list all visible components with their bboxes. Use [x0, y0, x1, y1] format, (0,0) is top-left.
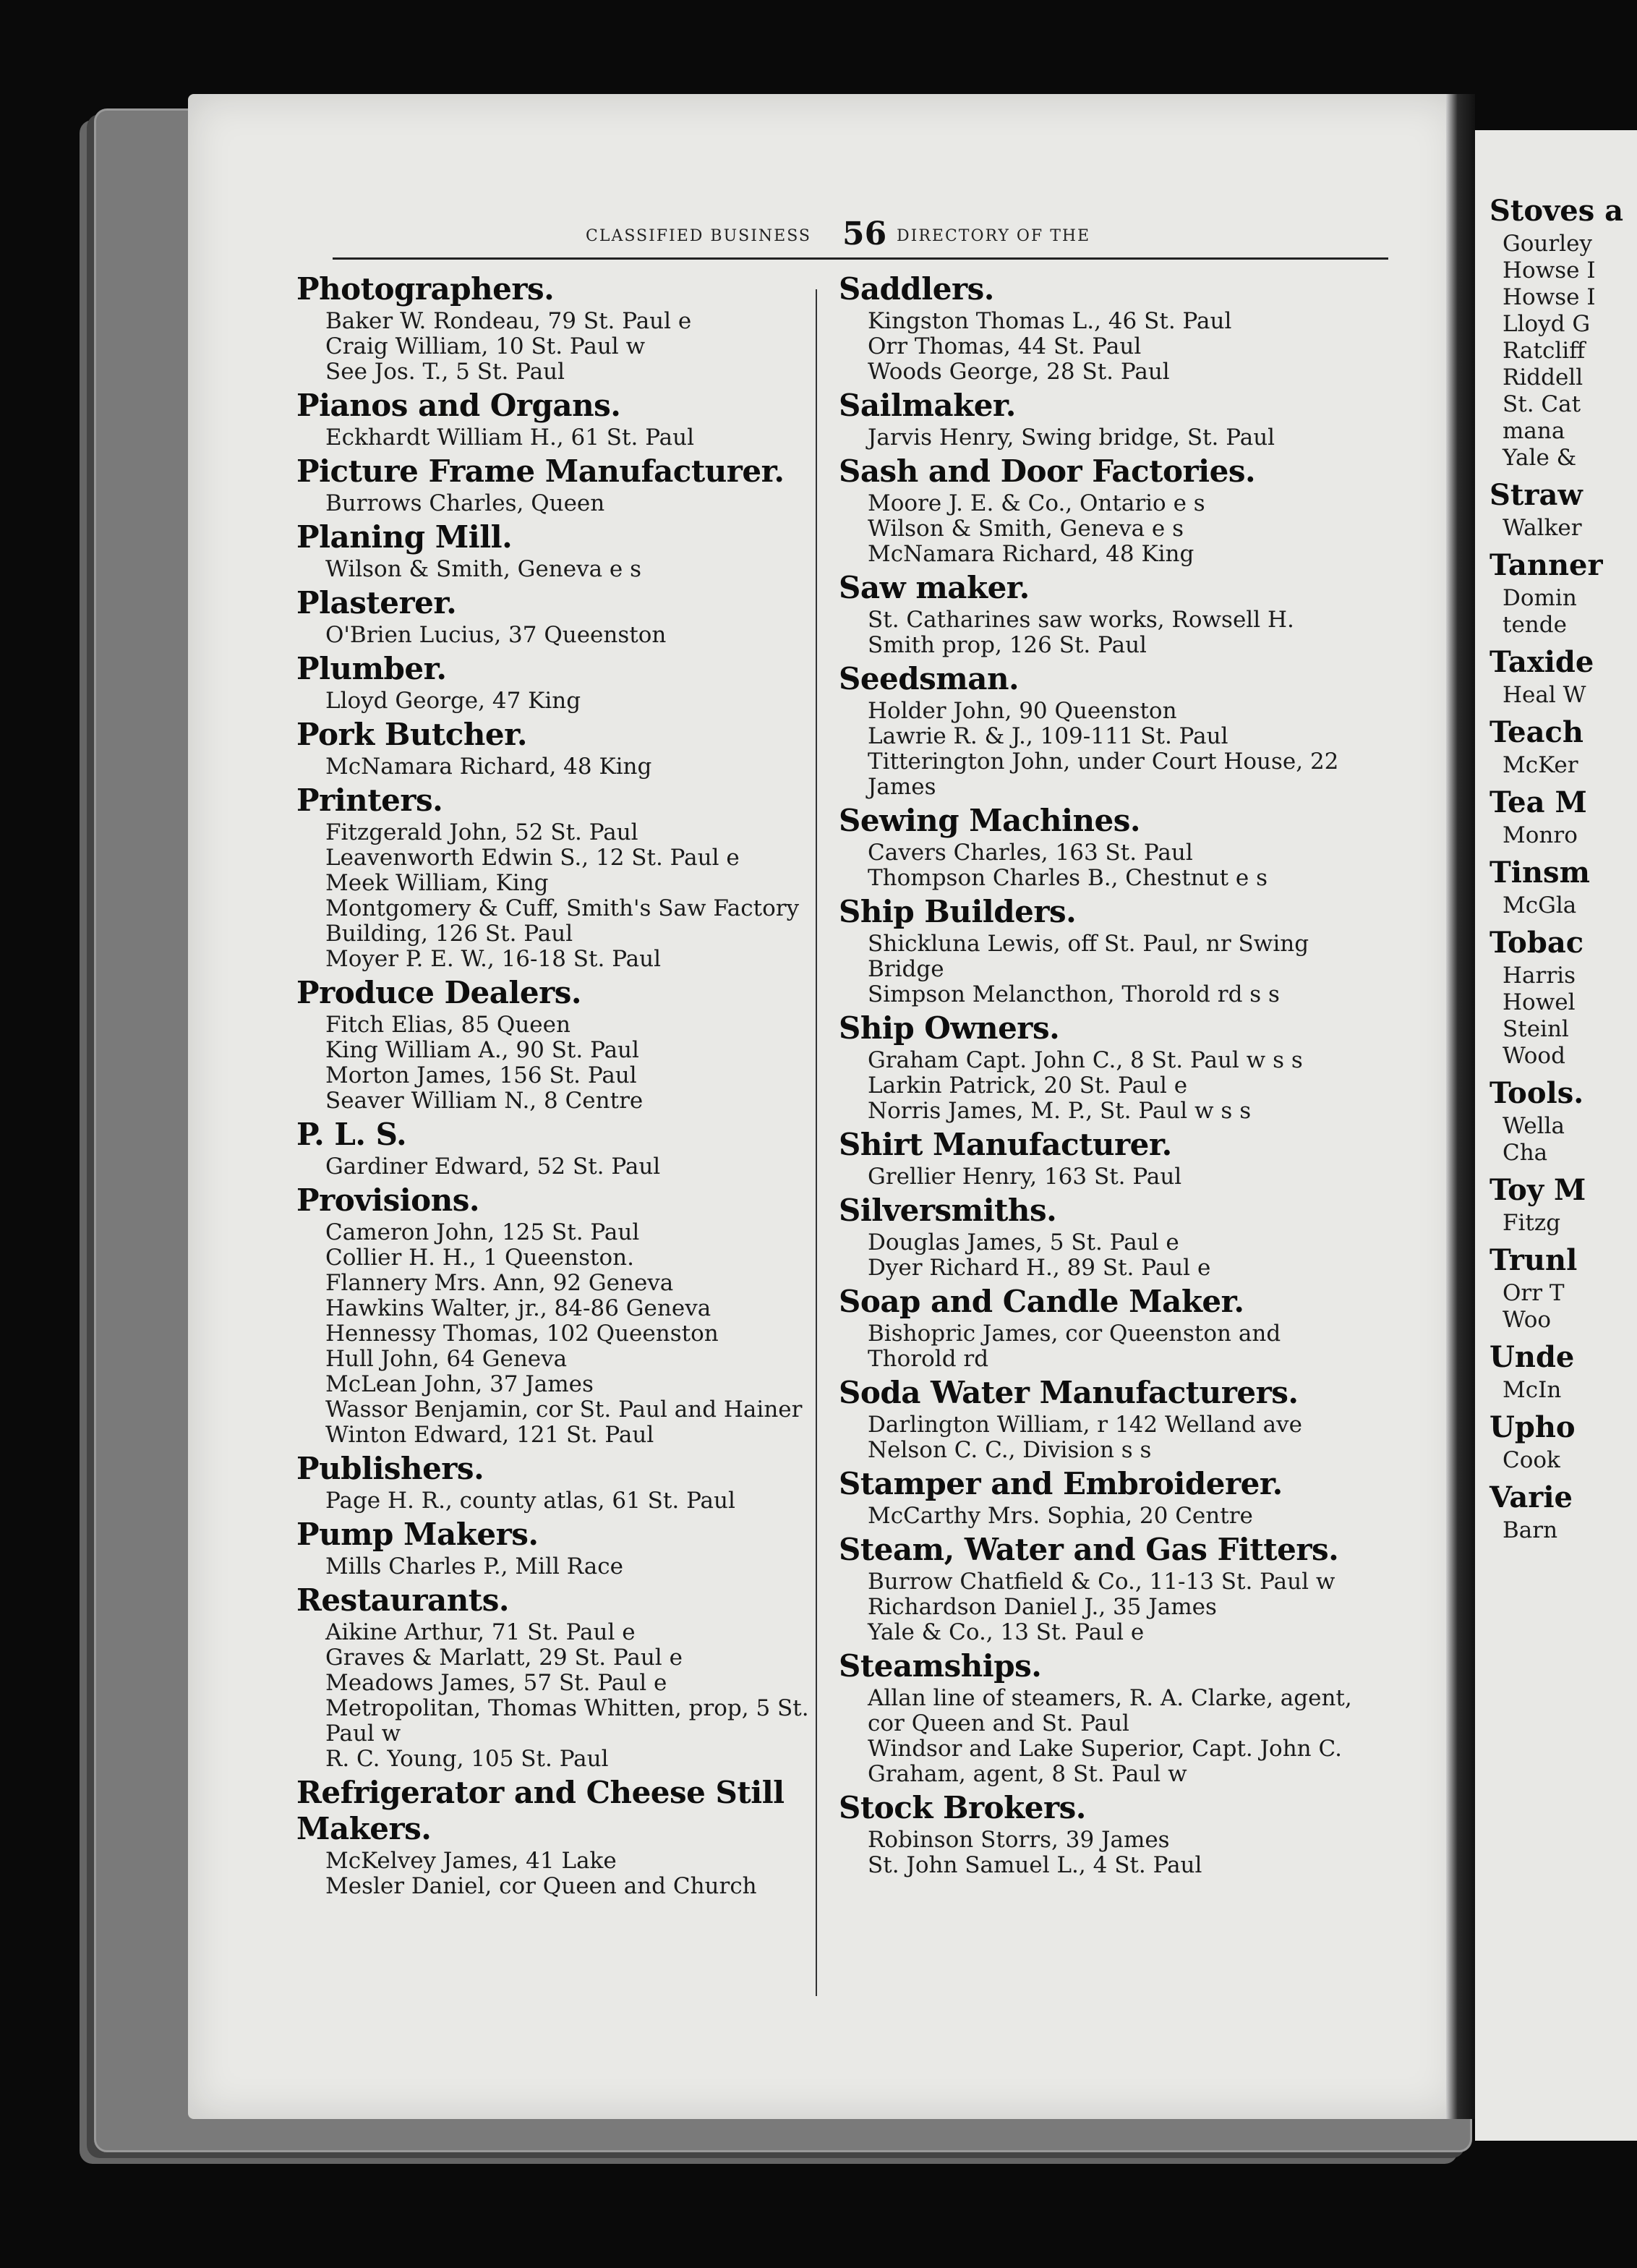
section-restaurants — [296, 1582, 817, 1772]
fragment-entry: Monro — [1503, 822, 1578, 848]
directory-entry: Robinson Storrs, 39 James — [868, 1827, 1170, 1853]
fragment-heading: Unde — [1489, 1340, 1575, 1374]
fragment-heading: Taxide — [1489, 645, 1594, 679]
section-heading: Picture Frame Manufacturer. — [296, 453, 785, 489]
directory-entry: Morton James, 156 St. Paul — [325, 1062, 637, 1088]
directory-entry: Windsor and Lake Superior, Capt. John C. Graham, agent, 8 St. Paul w — [868, 1736, 1349, 1787]
directory-entry: Seaver William N., 8 Centre — [325, 1088, 644, 1114]
directory-entry: Flannery Mrs. Ann, 92 Geneva — [325, 1270, 674, 1296]
directory-entry: Orr Thomas, 44 St. Paul — [868, 333, 1142, 359]
section-heading: Plumber. — [296, 651, 447, 686]
directory-entry: Hull John, 64 Geneva — [325, 1346, 568, 1372]
directory-entry: Baker W. Rondeau, 79 St. Paul e — [325, 308, 692, 334]
directory-entry: Graham Capt. John C., 8 St. Paul w s s — [868, 1047, 1303, 1073]
section-heading: Shirt Manufacturer. — [839, 1127, 1172, 1162]
section-heading: Saw maker. — [839, 570, 1030, 605]
section-heading: Printers. — [296, 783, 443, 818]
fragment-entry: Woo — [1503, 1307, 1552, 1333]
fragment-entry: Orr T — [1503, 1280, 1565, 1306]
section-produce-dealers — [296, 975, 817, 1114]
section-provisions — [296, 1182, 817, 1448]
directory-entry: St. Catharines saw works, Rowsell H. Smith prop, 126 St. Paul — [868, 607, 1302, 658]
fragment-heading: Upho — [1489, 1410, 1576, 1444]
directory-entry: Thompson Charles B., Chestnut e s — [868, 865, 1268, 891]
fragment-entry: Howse I — [1503, 257, 1596, 284]
directory-entry: O'Brien Lucius, 37 Queenston — [325, 622, 667, 648]
directory-entry: Allan line of steamers, R. A. Clarke, agent, cor Queen and St. Paul — [868, 1685, 1359, 1736]
section-heading: Soda Water Manufacturers. — [839, 1375, 1299, 1410]
section-heading: Sewing Machines. — [839, 803, 1140, 838]
directory-entry: Hawkins Walter, jr., 84-86 Geneva — [325, 1295, 711, 1321]
section-plasterer — [296, 585, 817, 648]
section-plumber — [296, 651, 817, 714]
directory-entry: Burrow Chatfield & Co., 11-13 St. Paul w — [868, 1569, 1335, 1595]
adjacent-page-fragment — [1475, 130, 1637, 2141]
left-column — [296, 271, 817, 1902]
section-seedsman — [839, 661, 1359, 800]
fragment-heading: Varie — [1489, 1480, 1573, 1514]
book-gutter — [1446, 94, 1475, 2119]
section-sewing-machines — [839, 803, 1359, 891]
directory-entry: Mills Charles P., Mill Race — [325, 1553, 623, 1580]
fragment-heading: Tea M — [1489, 785, 1587, 819]
section-heading: Seedsman. — [839, 661, 1020, 696]
section-heading: Soap and Candle Maker. — [839, 1284, 1244, 1319]
fragment-entry: Wella — [1503, 1113, 1565, 1139]
directory-entry: Craig William, 10 St. Paul w — [325, 333, 646, 359]
section-saddlers — [839, 271, 1359, 385]
section-silversmiths — [839, 1193, 1359, 1281]
directory-entry: Larkin Patrick, 20 St. Paul e — [868, 1073, 1188, 1099]
directory-entry: Metropolitan, Thomas Whitten, prop, 5 St. Paul w — [325, 1695, 816, 1747]
directory-entry: Burrows Charles, Queen — [325, 490, 605, 516]
section-heading: Steam, Water and Gas Fitters. — [839, 1532, 1339, 1567]
section-publishers — [296, 1451, 817, 1514]
directory-entry: Simpson Melancthon, Thorold rd s s — [868, 981, 1280, 1007]
fragment-heading: Tobac — [1489, 926, 1584, 960]
section-saw-maker — [839, 570, 1359, 658]
section-heading: Planing Mill. — [296, 519, 513, 555]
fragment-entry: Steinl — [1503, 1016, 1569, 1042]
section-ship-owners — [839, 1010, 1359, 1124]
fragment-entry: Heal W — [1503, 682, 1586, 708]
directory-entry: Meadows James, 57 St. Paul e — [325, 1670, 667, 1696]
section-heading: Publishers. — [296, 1451, 484, 1486]
directory-entry: Mesler Daniel, cor Queen and Church — [325, 1873, 757, 1899]
directory-entry: Leavenworth Edwin S., 12 St. Paul e — [325, 845, 740, 871]
directory-entry: Lawrie R. & J., 109-111 St. Paul — [868, 723, 1228, 749]
fragment-heading: Toy M — [1489, 1173, 1586, 1207]
fragment-entry: Wood — [1503, 1043, 1565, 1069]
section-heading: P. L. S. — [296, 1117, 407, 1152]
directory-entry: King William A., 90 St. Paul — [325, 1037, 639, 1063]
section-heading: Refrigerator and Cheese Still Makers. — [296, 1775, 785, 1846]
fragment-entry: Cook — [1503, 1447, 1560, 1473]
section-soda-water-manufacturers — [839, 1375, 1359, 1463]
header-left-text: CLASSIFIED BUSINESS — [586, 227, 811, 245]
section-steam-water-and-gas-fitters — [839, 1532, 1359, 1645]
section-heading: Provisions. — [296, 1182, 480, 1218]
section-heading: Pianos and Organs. — [296, 388, 621, 423]
directory-entry: McKelvey James, 41 Lake — [325, 1848, 617, 1874]
section-heading: Sailmaker. — [839, 388, 1016, 423]
directory-entry: Hennessy Thomas, 102 Queenston — [325, 1321, 719, 1347]
fragment-entry: Barn — [1503, 1517, 1558, 1543]
section-printers — [296, 783, 817, 972]
fragment-entry: tende — [1503, 612, 1567, 638]
fragment-entry: McKer — [1503, 752, 1578, 778]
fragment-entry: mana — [1503, 418, 1565, 444]
section-ship-builders — [839, 894, 1359, 1007]
directory-entry: Nelson C. C., Division s s — [868, 1437, 1152, 1463]
directory-entry: St. John Samuel L., 4 St. Paul — [868, 1852, 1202, 1878]
directory-entry: Bishopric James, cor Queenston and Thorold rd — [868, 1321, 1288, 1372]
fragment-entry: Yale & — [1503, 445, 1577, 471]
fragment-heading: Tools. — [1489, 1076, 1584, 1110]
directory-entry: Norris James, M. P., St. Paul w s s — [868, 1098, 1252, 1124]
page-header — [333, 214, 1388, 260]
section-photographers — [296, 271, 817, 385]
directory-entry: Richardson Daniel J., 35 James — [868, 1594, 1217, 1620]
directory-entry: Jarvis Henry, Swing bridge, St. Paul — [868, 425, 1275, 451]
directory-entry: Lloyd George, 47 King — [325, 688, 581, 714]
section-heading: Photographers. — [296, 271, 555, 307]
fragment-heading: Tinsm — [1489, 856, 1590, 890]
section-shirt-manufacturer — [839, 1127, 1359, 1190]
section-heading: Stock Brokers. — [839, 1790, 1086, 1825]
directory-entry: Grellier Henry, 163 St. Paul — [868, 1164, 1182, 1190]
directory-entry: Cavers Charles, 163 St. Paul — [868, 840, 1193, 866]
section-heading: Produce Dealers. — [296, 975, 581, 1010]
directory-entry: Cameron John, 125 St. Paul — [325, 1219, 640, 1245]
fragment-entry: Howel — [1503, 989, 1576, 1015]
section-heading: Silversmiths. — [839, 1193, 1057, 1228]
fragment-heading: Straw — [1489, 478, 1583, 512]
directory-entry: Aikine Arthur, 71 St. Paul e — [325, 1619, 636, 1645]
directory-entry: Meek William, King — [325, 870, 549, 896]
directory-entry: Darlington William, r 142 Welland ave — [868, 1412, 1302, 1438]
fragment-entry: Ratcliff — [1503, 338, 1586, 364]
section-refrigerator-and-cheese-still-makers — [296, 1775, 817, 1899]
directory-entry: McLean John, 37 James — [325, 1371, 594, 1397]
fragment-entry: McGla — [1503, 892, 1577, 918]
page-number: 56 — [842, 216, 887, 252]
directory-entry: McNamara Richard, 48 King — [325, 754, 652, 780]
directory-entry: Douglas James, 5 St. Paul e — [868, 1229, 1179, 1256]
directory-entry: Montgomery & Cuff, Smith's Saw Factory Building, 126 St. Paul — [325, 895, 806, 947]
fragment-entry: Cha — [1503, 1140, 1548, 1166]
header-right-text: DIRECTORY OF THE — [897, 227, 1091, 245]
directory-entry: Titterington John, under Court House, 22 James — [868, 749, 1346, 800]
directory-entry: Graves & Marlatt, 29 St. Paul e — [325, 1645, 683, 1671]
fragment-entry: Harris — [1503, 963, 1576, 989]
directory-entry: Holder John, 90 Queenston — [868, 698, 1177, 724]
section-pump-makers — [296, 1517, 817, 1580]
directory-entry: See Jos. T., 5 St. Paul — [325, 359, 565, 385]
directory-entry: McCarthy Mrs. Sophia, 20 Centre — [868, 1503, 1253, 1529]
directory-entry: Dyer Richard H., 89 St. Paul e — [868, 1255, 1211, 1281]
section-heading: Pork Butcher. — [296, 717, 527, 752]
directory-entry: Fitzgerald John, 52 St. Paul — [325, 819, 638, 845]
section-heading: Pump Makers. — [296, 1517, 539, 1552]
section-heading: Saddlers. — [839, 271, 994, 307]
directory-entry: Wilson & Smith, Geneva e s — [325, 556, 642, 582]
section-heading: Steamships. — [839, 1648, 1042, 1684]
directory-entry: Wassor Benjamin, cor St. Paul and Hainer — [325, 1397, 803, 1423]
fragment-heading: Tanner — [1489, 548, 1603, 582]
section-sash-and-door-factories — [839, 453, 1359, 567]
section-heading: Ship Builders. — [839, 894, 1077, 929]
directory-entry: Eckhardt William H., 61 St. Paul — [325, 425, 695, 451]
directory-entry: Moore J. E. & Co., Ontario e s — [868, 490, 1205, 516]
column-divider — [816, 289, 817, 1996]
directory-entry: McNamara Richard, 48 King — [868, 541, 1194, 567]
section-pianos-and-organs — [296, 388, 817, 451]
directory-entry: Moyer P. E. W., 16-18 St. Paul — [325, 946, 662, 972]
fragment-entry: St. Cat — [1503, 391, 1581, 417]
fragment-heading: Trunl — [1489, 1243, 1578, 1277]
section-heading: Ship Owners. — [839, 1010, 1060, 1046]
fragment-entry: Walker — [1503, 515, 1582, 541]
directory-entry: Gardiner Edward, 52 St. Paul — [325, 1154, 661, 1180]
directory-entry: Collier H. H., 1 Queenston. — [325, 1245, 634, 1271]
fragment-entry: Gourley — [1503, 231, 1592, 257]
section-planing-mill — [296, 519, 817, 582]
directory-entry: Woods George, 28 St. Paul — [868, 359, 1170, 385]
directory-entry: R. C. Young, 105 St. Paul — [325, 1746, 609, 1772]
directory-entry: Winton Edward, 121 St. Paul — [325, 1422, 654, 1448]
fragment-heading: Stoves a — [1489, 194, 1624, 228]
directory-entry: Wilson & Smith, Geneva e s — [868, 516, 1184, 542]
section-heading: Plasterer. — [296, 585, 457, 621]
fragment-entry: Riddell — [1503, 364, 1583, 391]
directory-entry: Shickluna Lewis, off St. Paul, nr Swing Bridge — [868, 931, 1316, 982]
section-stamper-and-embroiderer — [839, 1466, 1359, 1529]
section-picture-frame-manufacturer — [296, 453, 817, 516]
section-sailmaker — [839, 388, 1359, 451]
section-heading: Restaurants. — [296, 1582, 509, 1618]
directory-entry: Fitch Elias, 85 Queen — [325, 1012, 570, 1038]
section-pork-butcher — [296, 717, 817, 780]
section-soap-and-candle-maker — [839, 1284, 1359, 1372]
section-stock-brokers — [839, 1790, 1359, 1878]
directory-entry: Yale & Co., 13 St. Paul e — [868, 1619, 1145, 1645]
directory-entry: Kingston Thomas L., 46 St. Paul — [868, 308, 1232, 334]
fragment-entry: Fitzg — [1503, 1210, 1561, 1236]
section-steamships — [839, 1648, 1359, 1787]
fragment-entry: Howse I — [1503, 284, 1596, 310]
section-p-l-s — [296, 1117, 817, 1180]
section-heading: Stamper and Embroiderer. — [839, 1466, 1283, 1501]
fragment-entry: Lloyd G — [1503, 311, 1591, 337]
section-heading: Sash and Door Factories. — [839, 453, 1256, 489]
right-column — [839, 271, 1359, 1881]
fragment-entry: McIn — [1503, 1377, 1562, 1403]
fragment-heading: Teach — [1489, 715, 1583, 749]
fragment-entry: Domin — [1503, 585, 1577, 611]
directory-entry: Page H. R., county atlas, 61 St. Paul — [325, 1488, 735, 1514]
